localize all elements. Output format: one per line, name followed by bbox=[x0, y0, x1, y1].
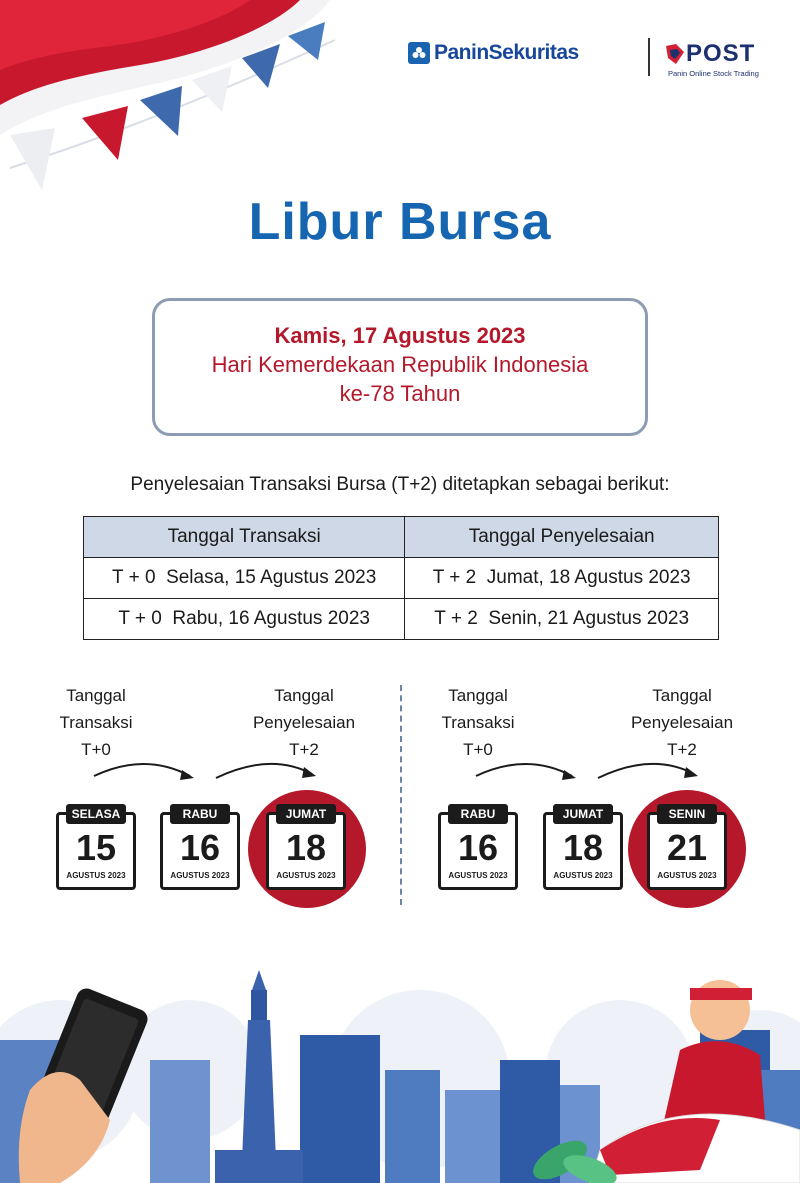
calendar-number: 16 bbox=[179, 827, 221, 868]
page-title: Libur Bursa bbox=[248, 193, 552, 251]
table-row bbox=[84, 558, 719, 599]
label-line: Tanggal bbox=[448, 686, 508, 705]
post-logo-subtitle: Panin Online Stock Trading bbox=[668, 69, 759, 78]
calendar-month: AGUSTUS 2023 bbox=[170, 871, 230, 880]
label-line: Tanggal bbox=[652, 686, 712, 705]
settlement-date-cell: T + 2 Jumat, 18 Agustus 2023 bbox=[405, 558, 719, 599]
calendar-month: AGUSTUS 2023 bbox=[657, 871, 717, 880]
label-line: Tanggal bbox=[66, 686, 126, 705]
holiday-date: Kamis, 17 Agustus 2023 bbox=[274, 323, 526, 348]
settlement-table bbox=[83, 516, 719, 640]
label-line: Transaksi bbox=[59, 713, 133, 732]
label-line: Tanggal bbox=[274, 686, 334, 705]
header-transaction-date: Tanggal Transaksi bbox=[84, 517, 405, 558]
calendar-day: SENIN bbox=[657, 804, 717, 824]
calendar-number: 21 bbox=[666, 827, 708, 868]
calendar-month: AGUSTUS 2023 bbox=[553, 871, 613, 880]
label-line: T+0 bbox=[463, 740, 493, 759]
calendar-icon bbox=[266, 807, 346, 890]
calendar-icon bbox=[647, 807, 727, 890]
calendar-month: AGUSTUS 2023 bbox=[276, 871, 336, 880]
calendar-day: SELASA bbox=[66, 804, 126, 824]
panin-emblem-icon bbox=[408, 42, 430, 64]
settlement-date-cell: T + 2 Senin, 21 Agustus 2023 bbox=[405, 599, 719, 640]
calendar-number: 16 bbox=[457, 827, 499, 868]
calendar-number: 15 bbox=[75, 827, 117, 868]
calendar-day: RABU bbox=[170, 804, 230, 824]
city-illustration bbox=[0, 960, 800, 1183]
holiday-anniversary: ke-78 Tahun bbox=[339, 381, 461, 406]
table-row bbox=[84, 599, 719, 640]
transaction-date-cell: T + 0 Selasa, 15 Agustus 2023 bbox=[84, 558, 405, 599]
table-header-row bbox=[84, 517, 719, 558]
calendar-month: AGUSTUS 2023 bbox=[448, 871, 508, 880]
label-line: T+0 bbox=[81, 740, 111, 759]
label-line: Penyelesaian bbox=[252, 713, 356, 732]
post-logo-text: POST bbox=[686, 40, 756, 67]
logo-separator bbox=[648, 38, 650, 76]
panin-sekuritas-logo bbox=[408, 38, 579, 68]
label-line: T+2 bbox=[667, 740, 697, 759]
post-logo bbox=[664, 40, 764, 80]
bunting-decoration bbox=[0, 0, 340, 200]
transaction-date-cell: T + 0 Rabu, 16 Agustus 2023 bbox=[84, 599, 405, 640]
label-line: Transaksi bbox=[441, 713, 515, 732]
holiday-name: Hari Kemerdekaan Republik Indonesia bbox=[211, 352, 589, 377]
calendar-icon bbox=[543, 807, 623, 890]
calendar-icon bbox=[56, 807, 136, 890]
calendar-number: 18 bbox=[285, 827, 327, 868]
panin-logo-text: PaninSekuritas bbox=[434, 41, 579, 64]
label-line: Penyelesaian bbox=[630, 713, 734, 732]
label-line: T+2 bbox=[289, 740, 319, 759]
calendar-month: AGUSTUS 2023 bbox=[66, 871, 126, 880]
post-emblem-icon bbox=[664, 42, 686, 66]
calendar-day: RABU bbox=[448, 804, 508, 824]
timeline-divider bbox=[400, 685, 402, 905]
calendar-icon bbox=[160, 807, 240, 890]
right-flow-arrows bbox=[472, 750, 702, 790]
calendar-number: 18 bbox=[562, 827, 604, 868]
settlement-intro: Penyelesaian Transaksi Bursa (T+2) ditetapkan sebagai berikut: bbox=[130, 474, 670, 495]
left-flow-arrows bbox=[90, 750, 320, 790]
calendar-day: JUMAT bbox=[553, 804, 613, 824]
calendar-icon bbox=[438, 807, 518, 890]
calendar-day: JUMAT bbox=[276, 804, 336, 824]
holiday-info-box bbox=[152, 298, 648, 436]
header-settlement-date: Tanggal Penyelesaian bbox=[405, 517, 719, 558]
